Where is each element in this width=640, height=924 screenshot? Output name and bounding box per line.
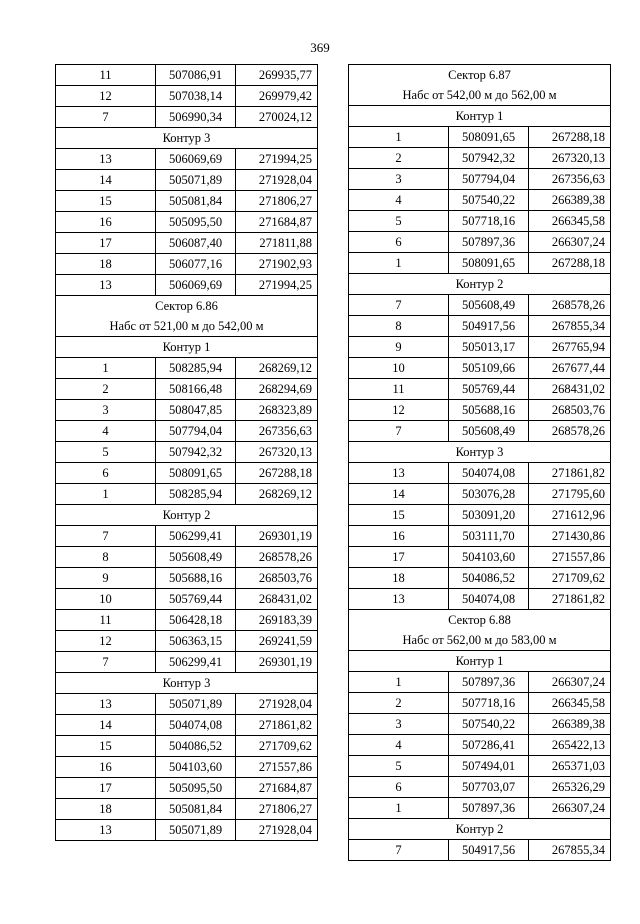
point-number: 1 (349, 127, 449, 148)
point-number: 17 (349, 547, 449, 568)
x-coordinate: 505081,84 (156, 191, 236, 212)
sector-header (349, 610, 611, 651)
point-number: 15 (56, 736, 156, 757)
point-number: 10 (56, 589, 156, 610)
table-row (56, 757, 318, 778)
table-row (56, 484, 318, 505)
x-coordinate: 504074,08 (156, 715, 236, 736)
point-number: 11 (349, 379, 449, 400)
y-coordinate: 271861,82 (529, 463, 611, 484)
table-row (56, 421, 318, 442)
y-coordinate: 265326,29 (529, 777, 611, 798)
y-coordinate: 271795,60 (529, 484, 611, 505)
contour-header-row (349, 651, 611, 672)
y-coordinate: 271557,86 (236, 757, 318, 778)
point-number: 8 (349, 316, 449, 337)
point-number: 4 (349, 735, 449, 756)
table-row (56, 820, 318, 841)
y-coordinate: 267288,18 (529, 253, 611, 274)
y-coordinate: 269301,19 (236, 652, 318, 673)
table-row (349, 526, 611, 547)
x-coordinate: 506087,40 (156, 233, 236, 254)
point-number: 5 (56, 442, 156, 463)
x-coordinate: 506069,69 (156, 275, 236, 296)
x-coordinate: 506069,69 (156, 149, 236, 170)
point-number: 15 (349, 505, 449, 526)
x-coordinate: 507703,07 (449, 777, 529, 798)
point-number: 9 (56, 568, 156, 589)
y-coordinate: 267356,63 (236, 421, 318, 442)
table-row (56, 778, 318, 799)
page-number: 369 (310, 40, 330, 55)
x-coordinate: 508091,65 (156, 463, 236, 484)
table-row (56, 526, 318, 547)
point-number: 5 (349, 211, 449, 232)
y-coordinate: 271806,27 (236, 191, 318, 212)
y-coordinate: 265371,03 (529, 756, 611, 777)
table-row (349, 421, 611, 442)
table-row (349, 169, 611, 190)
x-coordinate: 504917,56 (449, 316, 529, 337)
x-coordinate: 504917,56 (449, 840, 529, 861)
sector-title: Сектор 6.87 (448, 68, 511, 82)
x-coordinate: 507540,22 (449, 714, 529, 735)
x-coordinate: 508285,94 (156, 484, 236, 505)
x-coordinate: 507718,16 (449, 693, 529, 714)
y-coordinate: 271994,25 (236, 275, 318, 296)
x-coordinate: 507540,22 (449, 190, 529, 211)
point-number: 1 (349, 672, 449, 693)
y-coordinate: 269301,19 (236, 526, 318, 547)
y-coordinate: 267855,34 (529, 840, 611, 861)
y-coordinate: 271928,04 (236, 170, 318, 191)
contour-label: Контур 1 (349, 106, 611, 127)
x-coordinate: 505688,16 (449, 400, 529, 421)
x-coordinate: 505608,49 (449, 295, 529, 316)
point-number: 7 (349, 295, 449, 316)
point-number: 13 (349, 463, 449, 484)
table-row (56, 568, 318, 589)
y-coordinate: 268578,26 (529, 421, 611, 442)
x-coordinate: 508091,65 (449, 253, 529, 274)
point-number: 7 (56, 652, 156, 673)
table-row (56, 233, 318, 254)
point-number: 7 (56, 526, 156, 547)
table-row (349, 253, 611, 274)
contour-header-row (56, 128, 318, 149)
x-coordinate: 507086,91 (156, 65, 236, 86)
x-coordinate: 507897,36 (449, 798, 529, 819)
point-number: 6 (349, 777, 449, 798)
y-coordinate: 271811,88 (236, 233, 318, 254)
point-number: 2 (56, 379, 156, 400)
y-coordinate: 269979,42 (236, 86, 318, 107)
contour-label: Контур 2 (349, 819, 611, 840)
point-number: 13 (349, 589, 449, 610)
y-coordinate: 271806,27 (236, 799, 318, 820)
point-number: 16 (349, 526, 449, 547)
table-row (56, 652, 318, 673)
point-number: 17 (56, 778, 156, 799)
table-row (349, 568, 611, 589)
contour-header-row (349, 274, 611, 295)
x-coordinate: 506428,18 (156, 610, 236, 631)
point-number: 7 (349, 421, 449, 442)
y-coordinate: 268294,69 (236, 379, 318, 400)
table-row (56, 631, 318, 652)
contour-label: Контур 2 (349, 274, 611, 295)
table-row (56, 275, 318, 296)
table-row (56, 65, 318, 86)
contour-label: Контур 2 (56, 505, 318, 526)
x-coordinate: 504103,60 (156, 757, 236, 778)
contour-header-row (349, 106, 611, 127)
x-coordinate: 504103,60 (449, 547, 529, 568)
x-coordinate: 507718,16 (449, 211, 529, 232)
x-coordinate: 505608,49 (449, 421, 529, 442)
point-number: 12 (349, 400, 449, 421)
y-coordinate: 269183,39 (236, 610, 318, 631)
x-coordinate: 505688,16 (156, 568, 236, 589)
x-coordinate: 505769,44 (156, 589, 236, 610)
x-coordinate: 505095,50 (156, 212, 236, 233)
x-coordinate: 507286,41 (449, 735, 529, 756)
table-row (349, 232, 611, 253)
y-coordinate: 271928,04 (236, 820, 318, 841)
y-coordinate: 265422,13 (529, 735, 611, 756)
y-coordinate: 267677,44 (529, 358, 611, 379)
x-coordinate: 507794,04 (449, 169, 529, 190)
y-coordinate: 268431,02 (236, 589, 318, 610)
point-number: 6 (349, 232, 449, 253)
sector-title: Сектор 6.88 (448, 613, 511, 627)
table-row (349, 735, 611, 756)
point-number: 14 (349, 484, 449, 505)
x-coordinate: 505013,17 (449, 337, 529, 358)
point-number: 1 (349, 798, 449, 819)
point-number: 3 (349, 169, 449, 190)
contour-label: Контур 1 (56, 337, 318, 358)
point-number: 17 (56, 233, 156, 254)
table-row (349, 840, 611, 861)
table-row (56, 547, 318, 568)
x-coordinate: 505608,49 (156, 547, 236, 568)
y-coordinate: 268323,89 (236, 400, 318, 421)
x-coordinate: 503091,20 (449, 505, 529, 526)
sector-height-range: Набс от 542,00 м до 562,00 м (402, 88, 557, 102)
sector-header-row (349, 610, 611, 651)
x-coordinate: 506077,16 (156, 254, 236, 275)
y-coordinate: 267356,63 (529, 169, 611, 190)
y-coordinate: 269241,59 (236, 631, 318, 652)
contour-label: Контур 3 (349, 442, 611, 463)
sector-header (349, 65, 611, 106)
contour-header-row (56, 337, 318, 358)
table-row (56, 400, 318, 421)
x-coordinate: 508285,94 (156, 358, 236, 379)
point-number: 18 (56, 254, 156, 275)
x-coordinate: 505081,84 (156, 799, 236, 820)
y-coordinate: 266345,58 (529, 211, 611, 232)
point-number: 4 (56, 421, 156, 442)
table-row (56, 107, 318, 128)
x-coordinate: 507942,32 (449, 148, 529, 169)
y-coordinate: 268269,12 (236, 484, 318, 505)
y-coordinate: 269935,77 (236, 65, 318, 86)
point-number: 8 (56, 547, 156, 568)
x-coordinate: 504086,52 (156, 736, 236, 757)
y-coordinate: 268578,26 (236, 547, 318, 568)
table-row (56, 799, 318, 820)
y-coordinate: 271861,82 (529, 589, 611, 610)
point-number: 2 (349, 693, 449, 714)
table-row (56, 694, 318, 715)
table-row (349, 777, 611, 798)
y-coordinate: 270024,12 (236, 107, 318, 128)
y-coordinate: 271709,62 (529, 568, 611, 589)
y-coordinate: 268503,76 (529, 400, 611, 421)
y-coordinate: 266307,24 (529, 798, 611, 819)
y-coordinate: 268503,76 (236, 568, 318, 589)
y-coordinate: 266389,38 (529, 714, 611, 735)
point-number: 3 (56, 400, 156, 421)
point-number: 14 (56, 170, 156, 191)
point-number: 1 (56, 358, 156, 379)
point-number: 18 (56, 799, 156, 820)
point-number: 1 (349, 253, 449, 274)
point-number: 12 (56, 86, 156, 107)
coordinates-table-right (348, 64, 611, 861)
x-coordinate: 508166,48 (156, 379, 236, 400)
table-row (56, 379, 318, 400)
table-row (56, 254, 318, 275)
table-row (56, 610, 318, 631)
x-coordinate: 507942,32 (156, 442, 236, 463)
x-coordinate: 506299,41 (156, 652, 236, 673)
y-coordinate: 271709,62 (236, 736, 318, 757)
point-number: 7 (349, 840, 449, 861)
sector-height-range: Набс от 562,00 м до 583,00 м (402, 633, 557, 647)
y-coordinate: 271994,25 (236, 149, 318, 170)
x-coordinate: 507494,01 (449, 756, 529, 777)
x-coordinate: 506299,41 (156, 526, 236, 547)
table-row (349, 190, 611, 211)
sector-header-row (349, 65, 611, 106)
table-row (56, 212, 318, 233)
point-number: 5 (349, 756, 449, 777)
y-coordinate: 271684,87 (236, 778, 318, 799)
table-row (349, 295, 611, 316)
contour-header-row (349, 442, 611, 463)
point-number: 13 (56, 149, 156, 170)
table-row (56, 589, 318, 610)
y-coordinate: 271902,93 (236, 254, 318, 275)
contour-label: Контур 3 (56, 128, 318, 149)
x-coordinate: 505095,50 (156, 778, 236, 799)
x-coordinate: 505769,44 (449, 379, 529, 400)
table-row (349, 127, 611, 148)
y-coordinate: 267320,13 (529, 148, 611, 169)
table-row (349, 484, 611, 505)
table-row (349, 379, 611, 400)
table-row (56, 149, 318, 170)
y-coordinate: 267288,18 (529, 127, 611, 148)
point-number: 16 (56, 212, 156, 233)
point-number: 6 (56, 463, 156, 484)
point-number: 2 (349, 148, 449, 169)
sector-title: Сектор 6.86 (155, 299, 218, 313)
sector-header-row (56, 296, 318, 337)
x-coordinate: 504086,52 (449, 568, 529, 589)
table-row (349, 316, 611, 337)
table-row (349, 547, 611, 568)
table-row (56, 442, 318, 463)
contour-label: Контур 1 (349, 651, 611, 672)
point-number: 1 (56, 484, 156, 505)
table-row (349, 714, 611, 735)
x-coordinate: 505071,89 (156, 694, 236, 715)
y-coordinate: 271430,86 (529, 526, 611, 547)
y-coordinate: 266307,24 (529, 232, 611, 253)
table-row (349, 463, 611, 484)
table-row (56, 736, 318, 757)
point-number: 12 (56, 631, 156, 652)
x-coordinate: 507897,36 (449, 672, 529, 693)
y-coordinate: 271684,87 (236, 212, 318, 233)
point-number: 9 (349, 337, 449, 358)
sector-height-range: Набс от 521,00 м до 542,00 м (109, 319, 264, 333)
table-row (349, 337, 611, 358)
x-coordinate: 503076,28 (449, 484, 529, 505)
x-coordinate: 504074,08 (449, 589, 529, 610)
x-coordinate: 508047,85 (156, 400, 236, 421)
point-number: 13 (56, 694, 156, 715)
y-coordinate: 271861,82 (236, 715, 318, 736)
y-coordinate: 267288,18 (236, 463, 318, 484)
y-coordinate: 266389,38 (529, 190, 611, 211)
table-row (349, 589, 611, 610)
point-number: 4 (349, 190, 449, 211)
y-coordinate: 266307,24 (529, 672, 611, 693)
contour-header-row (56, 673, 318, 694)
x-coordinate: 506363,15 (156, 631, 236, 652)
table-row (349, 400, 611, 421)
x-coordinate: 507038,14 (156, 86, 236, 107)
point-number: 11 (56, 610, 156, 631)
table-row (349, 756, 611, 777)
x-coordinate: 503111,70 (449, 526, 529, 547)
x-coordinate: 506990,34 (156, 107, 236, 128)
table-row (349, 798, 611, 819)
y-coordinate: 271612,96 (529, 505, 611, 526)
point-number: 14 (56, 715, 156, 736)
point-number: 15 (56, 191, 156, 212)
point-number: 13 (56, 275, 156, 296)
table-row (349, 211, 611, 232)
table-row (56, 170, 318, 191)
table-row (56, 358, 318, 379)
x-coordinate: 507794,04 (156, 421, 236, 442)
x-coordinate: 505071,89 (156, 170, 236, 191)
table-row (349, 148, 611, 169)
x-coordinate: 505109,66 (449, 358, 529, 379)
point-number: 10 (349, 358, 449, 379)
table-row (56, 463, 318, 484)
y-coordinate: 268431,02 (529, 379, 611, 400)
contour-header-row (349, 819, 611, 840)
contour-label: Контур 3 (56, 673, 318, 694)
y-coordinate: 267320,13 (236, 442, 318, 463)
point-number: 18 (349, 568, 449, 589)
x-coordinate: 507897,36 (449, 232, 529, 253)
point-number: 7 (56, 107, 156, 128)
point-number: 3 (349, 714, 449, 735)
x-coordinate: 505071,89 (156, 820, 236, 841)
table-row (349, 505, 611, 526)
y-coordinate: 271557,86 (529, 547, 611, 568)
y-coordinate: 268578,26 (529, 295, 611, 316)
point-number: 16 (56, 757, 156, 778)
point-number: 13 (56, 820, 156, 841)
x-coordinate: 508091,65 (449, 127, 529, 148)
y-coordinate: 266345,58 (529, 693, 611, 714)
x-coordinate: 504074,08 (449, 463, 529, 484)
y-coordinate: 271928,04 (236, 694, 318, 715)
contour-header-row (56, 505, 318, 526)
y-coordinate: 268269,12 (236, 358, 318, 379)
y-coordinate: 267765,94 (529, 337, 611, 358)
point-number: 11 (56, 65, 156, 86)
y-coordinate: 267855,34 (529, 316, 611, 337)
sector-header (56, 296, 318, 337)
table-row (56, 86, 318, 107)
table-row (349, 693, 611, 714)
coordinates-table-left (55, 64, 318, 841)
table-row (56, 715, 318, 736)
table-row (56, 191, 318, 212)
table-row (349, 358, 611, 379)
table-row (349, 672, 611, 693)
